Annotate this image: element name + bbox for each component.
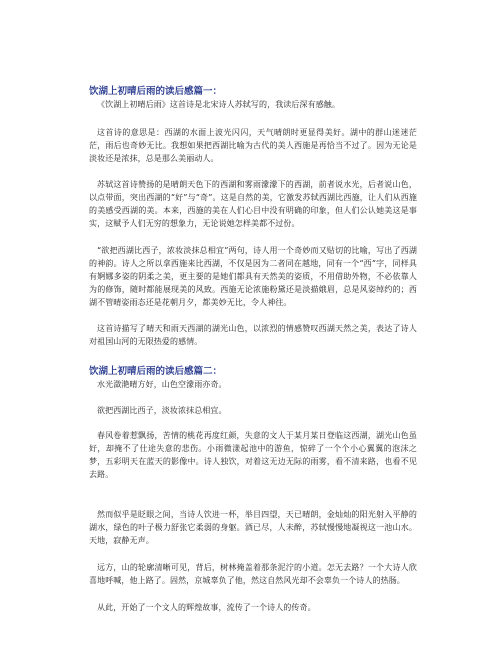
- paragraph: 《饮湖上初晴后雨》这首诗是北宋诗人苏轼写的，我读后深有感触。: [97, 100, 340, 109]
- section-heading-2: 饮湖上初晴后雨的读后感篇二：: [89, 366, 223, 377]
- section-heading-1: 饮湖上初晴后雨的读后感篇一：: [89, 86, 223, 97]
- paragraph: “欲把西湖比西子，浓妆淡抹总相宜”两句，诗人用一个奇妙而又贴切的比喻，写出了西湖的神韵。诗人之所以拿西施来比西湖，不仅是因为二者同在越地，同有一个“西”字，同样具有婀娜多姿的阴柔之美，更主要的是她们都具有天然美的姿质，不用借助外物，不必依靠人为的修饰，随时都能展现美的风致。西施无论浓施粉黛还是淡描娥眉，总是风姿绰约的；西湖不管晴姿雨态还是花朝月夕，都美妙无比，令人神往。: [89, 246, 417, 307]
- paragraph: 水光潋滟晴方好，山色空濛雨亦奇。: [97, 380, 227, 389]
- paragraph: 远方，山的轮廓清晰可见，背后，树林掩盖着那条泥泞的小道。怎无去路？一个大诗人欣喜地呼喊，他上路了。固然，京城辜负了他，然这自然风光却不会辜负一个诗人的热肠。: [89, 563, 417, 585]
- paragraph: 欲把西湖比西子，淡妆浓抹总相宜。: [97, 406, 227, 415]
- paragraph: 然而似乎是眨眼之间，当诗人饮进一杯，举目四望，天已晴朗，金灿灿的阳光射入平静的湖水，绿色的叶子极力舒张它柔弱的身躯。酒已尽，人未醉，苏轼慢慢地凝视这一池山水。天地，寂静无声。: [89, 510, 417, 545]
- paragraph: 这首诗描写了晴天和雨天西湖的湖光山色，以浓烈的情感赞叹西湖天然之美，表达了诗人对祖国山河的无限热爱的感情。: [89, 324, 417, 346]
- paragraph: 从此，开始了一个文人的辉煌故事，流传了一个诗人的传奇。: [97, 603, 316, 612]
- paragraph: 春风卷着惹飘扬，苦情的桃花再度红颜，失意的文人于某月某日登临这西湖，湖光山色虽好，却掩不了仕途失意的悲伤。小雨微漾起池中的游鱼，惊碎了一个个小心翼翼的泡沫之梦，五彩明天在蓝天的影像中。诗人独饮，对着这无边无际的雨雾，看不清来路，也看不见去路。: [89, 431, 417, 479]
- paragraph: 苏轼这首诗赞扬的是晴朗天色下的西湖和雾雨濛濛下的西湖，前者说水光，后者说山色，以点带面，突出西湖的“好”与“奇”。这是自然的美，它激发苏轼西湖比西施，让人们从西施的美感受西湖的美。本来，西施的美在人们心目中没有明确的印象，但人们公认她美这是事实，这赋予人们无穷的想象力，无论说她怎样美都不过份。: [89, 180, 417, 228]
- paragraph: 这首诗的意思是：西湖的水面上波光闪闪，天气晴朗时更显得美好。湖中的群山迷迷茫茫，雨后也奇妙无比。我想如果把西湖比喻为古代的美人西施是再恰当不过了。因为无论是淡妆还是浓抹，总是那么美丽动人。: [89, 128, 417, 163]
